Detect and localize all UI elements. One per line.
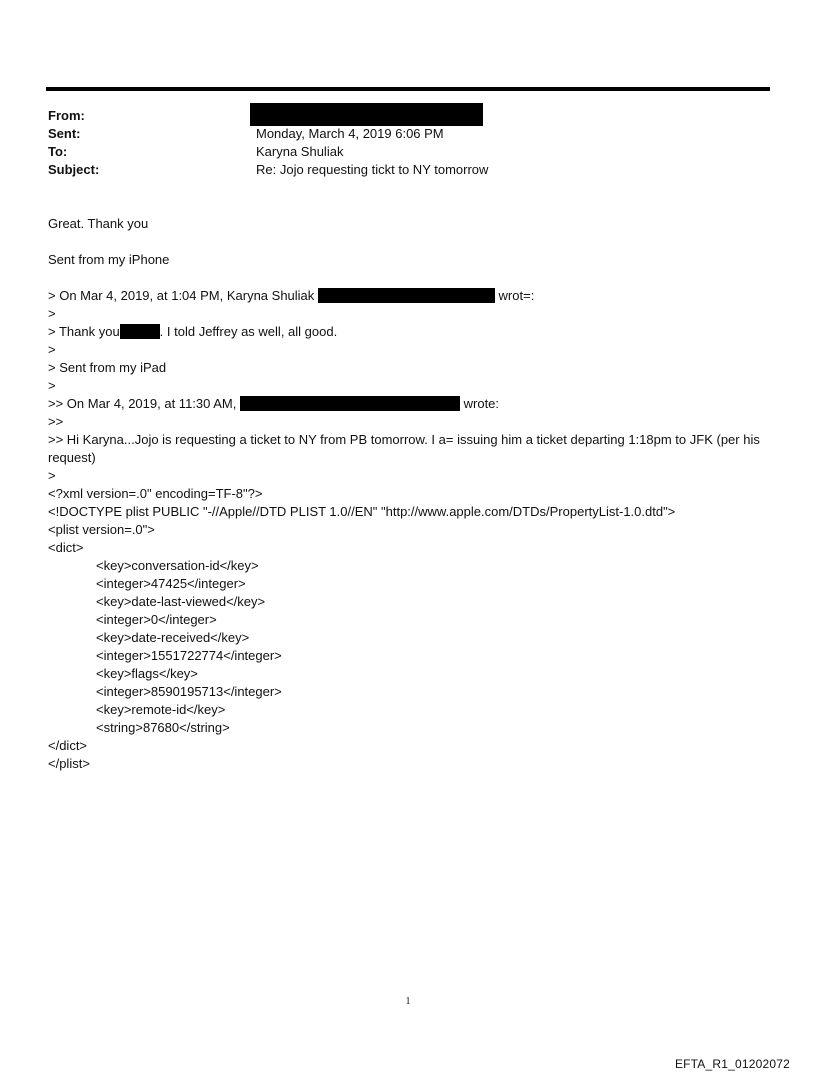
quote-marker: > [48,342,56,357]
xml-line: <key>date-received</key> [96,630,250,645]
quoted-header-line [48,395,499,413]
xml-line: <key>flags</key> [96,666,198,681]
xml-line: <key>remote-id</key> [96,702,226,717]
xml-line: <integer>0</integer> [96,612,217,627]
body-line: Great. Thank you [48,216,149,231]
page-number: 1 [405,996,411,1007]
quoted-line-suffix: . I told Jeffrey as well, all good. [159,324,338,339]
quoted-line [48,323,337,341]
quoted-message: >> Hi Karyna...Jojo is requesting a ticket to NY from PB tomorrow. I a= issuing him a ticket departing 1:18pm to JFK (per his request) [48,432,760,465]
xml-line: <dict> [48,540,84,555]
email-redaction [318,288,495,303]
xml-line: </dict> [48,738,88,753]
quoted-header-suffix: wrote: [463,396,500,411]
subject-value: Re: Jojo requesting tickt to NY tomorrow [256,162,489,177]
document-id: EFTA_R1_01202072 [674,1057,790,1071]
xml-line: <integer>47425</integer> [96,576,246,591]
xml-line: <plist version=.0"> [48,522,155,537]
quote-marker: >> [48,414,64,429]
from-redaction [250,103,483,126]
quoted-line: > Sent from my iPad [48,360,167,375]
to-label: To: [48,144,68,159]
quoted-line-prefix: > Thank you [48,324,120,339]
quoted-header-suffix: wrot=: [498,288,535,303]
xml-line: <?xml version=.0" encoding=TF-8"?> [48,486,263,501]
quoted-header-prefix: > On Mar 4, 2019, at 1:04 PM, Karyna Shuliak [48,288,315,303]
sent-label: Sent: [48,126,81,141]
xml-line: </plist> [48,756,90,771]
quoted-header-prefix: >> On Mar 4, 2019, at 11:30 AM, [48,396,237,411]
email-redaction [240,396,460,411]
xml-line: <key>conversation-id</key> [96,558,259,573]
body-line: Sent from my iPhone [48,252,170,267]
quoted-header-line [48,287,534,305]
xml-line: <integer>8590195713</integer> [96,684,282,699]
name-redaction [120,324,160,339]
from-label: From: [48,108,85,123]
xml-line: <string>87680</string> [96,720,230,735]
xml-line: <integer>1551722774</integer> [96,648,282,663]
to-value: Karyna Shuliak [256,144,344,159]
quote-marker: > [48,306,56,321]
header-rule [46,87,770,91]
quote-marker: > [48,468,56,483]
subject-label: Subject: [48,162,100,177]
xml-line: <key>date-last-viewed</key> [96,594,266,609]
sent-value: Monday, March 4, 2019 6:06 PM [256,126,444,141]
xml-line: <!DOCTYPE plist PUBLIC "-//Apple//DTD PLIST 1.0//EN" "http://www.apple.com/DTDs/PropertyList-1.0.dtd"> [48,504,676,519]
quote-marker: > [48,378,56,393]
